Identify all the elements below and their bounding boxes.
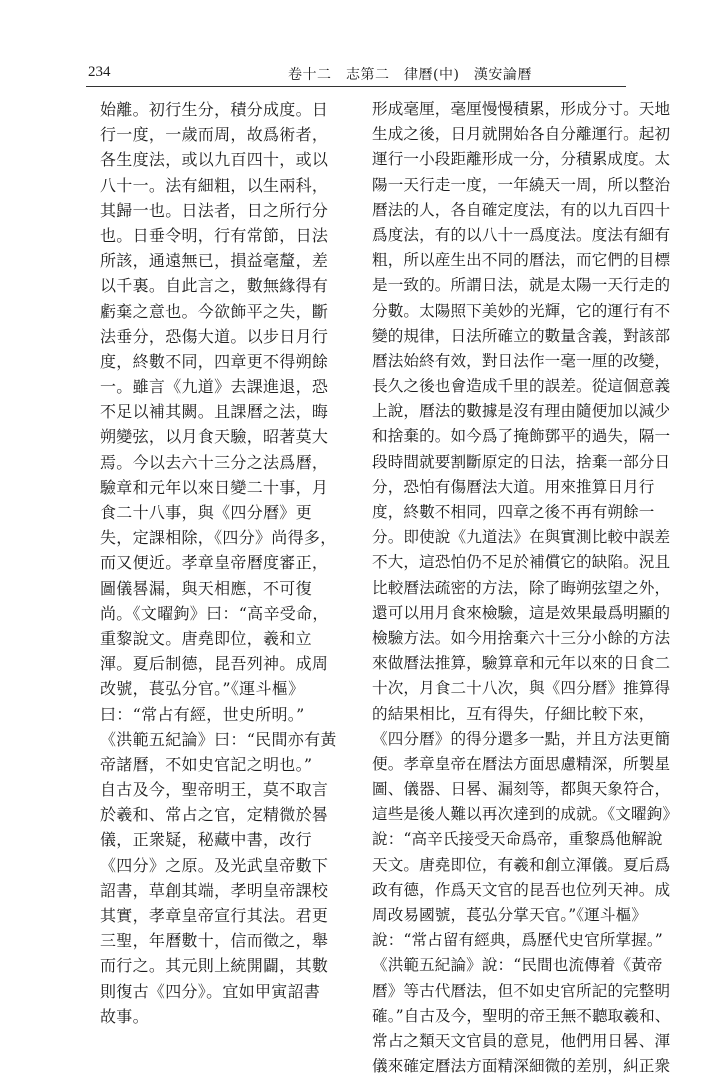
text-line: 所該，通遠無已，損益毫釐，差 bbox=[100, 251, 329, 271]
text-line: 帝諸曆，不如史官記之明也。” bbox=[100, 754, 313, 774]
text-line: 其實，孝章皇帝宣行其法。君更 bbox=[100, 906, 329, 925]
text-line: 渾。夏后制德，昆吾列神。成周 bbox=[100, 654, 329, 674]
translation-line: 變的規律，日法所確立的數量含義，對該部 bbox=[372, 326, 671, 345]
text-line: 各生度法，或以九百四十，或以 bbox=[100, 150, 329, 170]
translation-line: 常占之類天文官員的意見，他們用日晷、渾 bbox=[372, 1031, 671, 1050]
text-line: 其歸一也。日法者，日之所行分 bbox=[100, 200, 329, 220]
text-line: 圖儀晷漏，與天相應，不可復 bbox=[100, 578, 312, 598]
translation-line: 十次，月食二十八次，與《四分曆》推算得 bbox=[372, 679, 671, 698]
text-line: 而行之。其元則上統開闢，其數 bbox=[100, 956, 329, 976]
translation-line: 度，終數不相同，四章之後不再有朔餘一 bbox=[372, 503, 655, 521]
text-line: 《洪範五紀論》曰：“民間亦有黃 bbox=[100, 729, 337, 749]
text-line: 尚。《文曜鉤》曰：“高辛受命， bbox=[100, 603, 329, 623]
text-line: 故事。 bbox=[100, 1006, 149, 1026]
text-line: 儀，正衆疑，秘藏中書，改行 bbox=[100, 830, 312, 850]
text-line: 一。雖言《九道》去課進退，恐 bbox=[100, 377, 329, 397]
translation-line: 分數。太陽照下美妙的光輝，它的運行有不 bbox=[372, 301, 671, 320]
translation-line: 儀來確定曆法方面精深細微的差別，糾正衆 bbox=[372, 1057, 671, 1076]
translation-line: 這些是後人難以再次達到的成就。《文曜鉤》 bbox=[372, 805, 679, 824]
translation-line: 生成之後，日月就開始各自分離運行。起初 bbox=[372, 125, 671, 144]
translation-line: 周改易國號，萇弘分掌天官。”《運斗樞》 bbox=[372, 906, 647, 924]
translation-line: 圖、儀器、日晷、漏刻等，都與天象符合， bbox=[372, 780, 671, 799]
translation-column bbox=[372, 97, 679, 1079]
text-line: 驗章和元年以來日變二十事，月 bbox=[100, 477, 329, 497]
text-line: 也。日垂令明，行有常節，日法 bbox=[100, 225, 329, 245]
translation-line: 比較曆法疏密的方法，除了晦朔弦望之外， bbox=[372, 578, 671, 597]
translation-line: 政有德，作爲天文官的昆吾也位列天神。成 bbox=[372, 880, 671, 899]
translation-line: 和捨棄的。如今爲了掩飾鄧平的過失，隔一 bbox=[372, 427, 671, 446]
translation-line: 上說，曆法的數據是沒有理由隨便加以減少 bbox=[372, 402, 671, 421]
translation-line: 爲度法，有的以八十一爲度法。度法有細有 bbox=[372, 225, 671, 244]
text-line: 詔書，草創其端，孝明皇帝課校 bbox=[100, 880, 329, 900]
text-line: 曰：“常占有經，世史所明。” bbox=[100, 704, 305, 724]
page-number: 234 bbox=[88, 64, 111, 80]
text-line: 度，終數不同，四章更不得朔餘 bbox=[100, 351, 329, 371]
translation-line: 還可以用月食來檢驗，這是效果最爲明顯的 bbox=[372, 603, 671, 622]
translation-line: 長久之後也會造成千里的誤差。從這個意義 bbox=[372, 377, 671, 396]
text-line: 始離。初行生分，積分成度。日 bbox=[100, 100, 329, 119]
text-line: 虧棄之意也。今欲飾平之失，斷 bbox=[100, 301, 329, 321]
text-line: 而又便近。孝章皇帝曆度審正， bbox=[100, 553, 329, 573]
translation-line: 分。即使說《九道法》在與實測比較中誤差 bbox=[372, 528, 671, 547]
text-line: 以千裏。自此言之，數無緣得有 bbox=[100, 276, 329, 296]
text-line: 八十一。法有細粗，以生兩科， bbox=[100, 175, 329, 195]
translation-line: 段時間就要割斷原定的日法，捨棄一部分日 bbox=[372, 452, 671, 471]
text-line: 則復古《四分》。宜如甲寅詔書 bbox=[100, 981, 321, 1001]
translation-line: 曆》等古代曆法，但不如史官所記的完整明 bbox=[372, 981, 671, 1000]
header-rule bbox=[86, 86, 626, 87]
translation-line: 天文。唐堯即位，有羲和創立渾儀。夏后爲 bbox=[372, 855, 671, 874]
translation-line: 是一致的。所謂日法，就是太陽一天行走的 bbox=[372, 276, 671, 295]
translation-line: 陽一天行走一度，一年繞天一周，所以整治 bbox=[372, 175, 671, 194]
text-line: 《四分》之原。及光武皇帝數下 bbox=[100, 855, 329, 875]
translation-line: 形成毫厘，毫厘慢慢積累，形成分寸。天地 bbox=[372, 100, 671, 118]
text-line: 焉。今以去六十三分之法爲曆， bbox=[100, 452, 329, 472]
text-line: 失，定課相除，《四分》尚得多， bbox=[100, 528, 337, 548]
translation-line: 便。孝章皇帝在曆法方面思慮精深，所製星 bbox=[372, 754, 671, 773]
translation-line: 不大，這恐怕仍不足於補償它的缺陷。況且 bbox=[372, 553, 671, 572]
text-line: 重黎說文。唐堯即位，羲和立 bbox=[100, 628, 312, 648]
classical-text-column bbox=[100, 97, 336, 1029]
text-line: 改號，萇弘分官。”《運斗樞》 bbox=[100, 679, 305, 699]
translation-line: 曆法始終有效，對日法作一毫一厘的改變， bbox=[372, 351, 671, 370]
translation-line: 曆法的人，各自確定度法，有的以九百四十 bbox=[372, 200, 671, 219]
text-line: 法垂分，恐傷大道。以步日月行 bbox=[100, 326, 329, 346]
translation-line: 來做曆法推算，驗算章和元年以來的日食二 bbox=[372, 654, 671, 673]
translation-line: 《洪範五紀論》說：“民間也流傳着《黃帝 bbox=[372, 956, 663, 975]
running-title: 卷十二 志第二 律曆(中) 漢安論曆 bbox=[288, 67, 532, 83]
translation-line: 說：“高辛氏接受天命爲帝，重黎爲他解說 bbox=[372, 830, 663, 849]
text-line: 食二十八事，與《四分曆》更 bbox=[100, 503, 312, 522]
text-line: 朔變弦，以月食天驗，昭著莫大 bbox=[100, 427, 329, 447]
text-line: 不足以補其闕。且課曆之法，晦 bbox=[100, 402, 329, 422]
translation-line: 運行一小段距離形成一分，分積累成度。太 bbox=[372, 150, 671, 169]
translation-line: 粗，所以産生出不同的曆法，而它們的目標 bbox=[372, 251, 671, 270]
text-line: 行一度，一歲而周，故爲術者， bbox=[100, 125, 329, 145]
text-line: 三聖，年曆數十，信而徵之，舉 bbox=[100, 931, 329, 951]
text-line: 於羲和、常占之官，定精微於晷 bbox=[100, 805, 329, 825]
text-line: 自古及今，聖帝明王，莫不取言 bbox=[100, 780, 329, 800]
translation-line: 的結果相比，互有得失，仔細比較下來， bbox=[372, 704, 655, 723]
translation-line: 說：“常占留有經典，爲歷代史官所掌握。” bbox=[372, 931, 663, 950]
translation-line: 分，恐怕有傷曆法大道。用來推算日月行 bbox=[372, 477, 655, 496]
translation-line: 確。”自古及今，聖明的帝王無不聽取羲和、 bbox=[372, 1006, 671, 1025]
translation-line: 檢驗方法。如今用捨棄六十三分小餘的方法 bbox=[372, 628, 671, 647]
translation-line: 《四分曆》的得分還多一點，并且方法更簡 bbox=[372, 729, 671, 748]
